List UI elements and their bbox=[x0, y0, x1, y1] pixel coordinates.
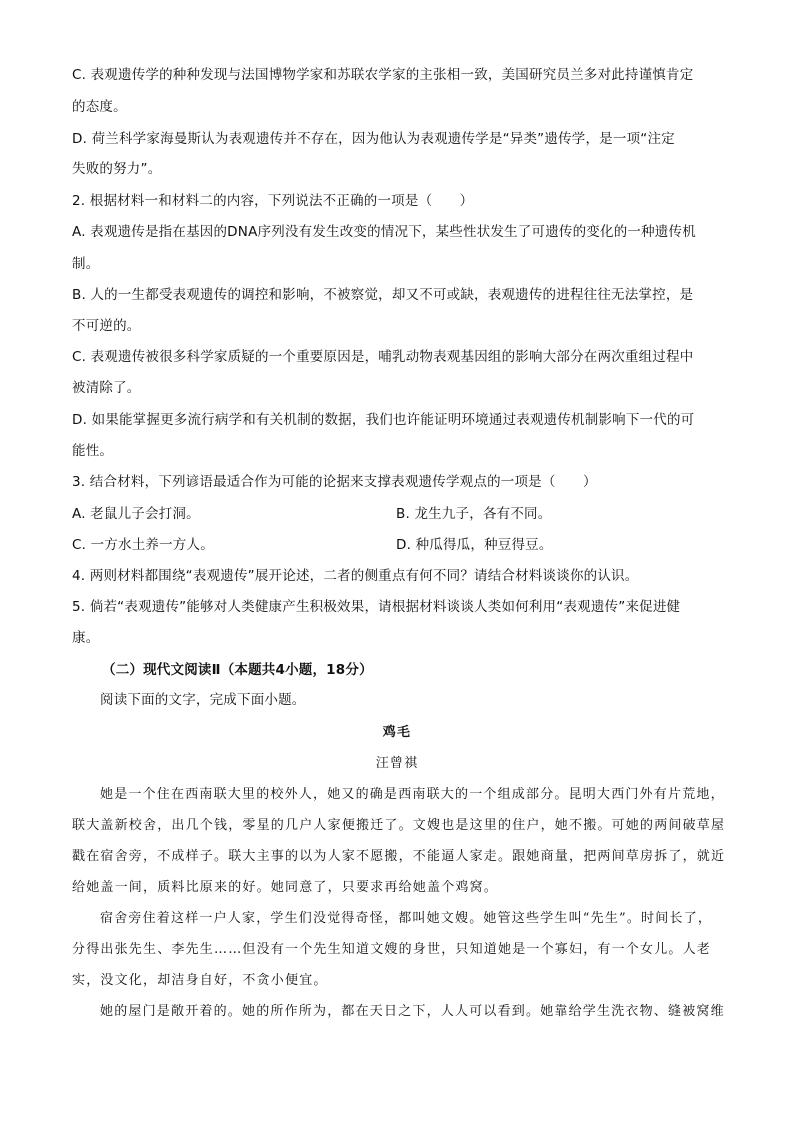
q3-option-c: C. 一方水土养一方人。 bbox=[72, 537, 214, 553]
story-p2-line1: 宿舍旁住着这样一户人家，学生们没觉得奇怪，都叫她文嫂。她管这些学生叫“先生”。时间长了， bbox=[100, 911, 713, 926]
section-heading: （二）现代文阅读Ⅱ（本题共4小题，18分） bbox=[102, 662, 373, 678]
q3-options-row2 bbox=[72, 534, 722, 556]
story-author: 汪曾祺 bbox=[375, 756, 419, 771]
q2-stem: 2. 根据材料一和材料二的内容，下列说法不正确的一项是（ ） bbox=[72, 193, 474, 209]
story-p2-line3: 实，没文化，却洁身自好，不贪小便宜。 bbox=[72, 973, 328, 988]
section-instruction: 阅读下面的文字，完成下面小题。 bbox=[100, 692, 306, 708]
q2-option-a-line2: 制。 bbox=[72, 256, 100, 272]
q3-options-row1 bbox=[72, 503, 722, 525]
q5-stem-line1: 5. 倘若“表观遗传”能够对人类健康产生积极效果，请根据材料谈谈人类如何利用“表观遗传”来促进健 bbox=[72, 599, 681, 615]
story-title: 鸡毛 bbox=[382, 725, 412, 740]
q2-option-d-line1: D. 如果能掌握更多流行病学和有关机制的数据，我们也许能证明环境通过表观遗传机制影响下一代的可 bbox=[72, 412, 695, 428]
story-p1-line3: 戳在宿舍旁，不成样子。联大主事的以为人家不愿搬，不能逼人家走。跟她商量，把两间草房拆了，就近 bbox=[72, 849, 726, 864]
q1-option-c-line2: 的态度。 bbox=[72, 99, 127, 115]
story-p1-line1: 她是一个住在西南联大里的校外人，她又的确是西南联大的一个组成部分。昆明大西门外有片荒地， bbox=[100, 787, 725, 802]
q1-option-d-line2: 失败的努力”。 bbox=[72, 161, 162, 177]
q4-stem: 4. 两则材料都围绕“表观遗传”展开论述，二者的侧重点有何不同？请结合材料谈谈你的认识。 bbox=[72, 568, 639, 584]
q2-option-d-line2: 能性。 bbox=[72, 443, 114, 459]
story-p2-line2: 分得出张先生、李先生……但没有一个先生知道文嫂的身世，只知道她是一个寡妇，有一个女儿。人老 bbox=[72, 942, 712, 957]
q1-option-c-line1: C. 表观遗传学的种种发现与法国博物学家和苏联农学家的主张相一致，美国研究员兰多对此持谨慎肯定 bbox=[72, 67, 694, 83]
q2-option-c-line1: C. 表观遗传被很多科学家质疑的一个重要原因是，哺乳动物表观基因组的影响大部分在两次重组过程中 bbox=[72, 349, 694, 365]
story-p1-line2: 联大盖新校舍，出几个钱，零星的几户人家便搬迁了。文嫂也是这里的住户，她不搬。可她的两间破草屋 bbox=[72, 818, 726, 833]
q2-option-b-line2: 不可逆的。 bbox=[72, 318, 141, 334]
q3-option-a: A. 老鼠儿子会打洞。 bbox=[72, 506, 200, 522]
q3-option-b: B. 龙生九子，各有不同。 bbox=[396, 506, 552, 522]
q3-stem: 3. 结合材料，下列谚语最适合作为可能的论据来支撑表观遗传学观点的一项是（ ） bbox=[72, 474, 597, 490]
q2-option-c-line2: 被清除了。 bbox=[72, 380, 141, 396]
story-p1-line4: 给她盖一间，质料比原来的好。她同意了，只要求再给她盖个鸡窝。 bbox=[72, 880, 499, 895]
q3-option-d: D. 种瓜得瓜，种豆得豆。 bbox=[396, 537, 553, 553]
q2-option-a-line1: A. 表观遗传是指在基因的DNA序列没有发生改变的情况下，某些性状发生了可遗传的变化的一种遗传机 bbox=[72, 224, 696, 240]
q1-option-d-line1: D. 荷兰科学家海曼斯认为表观遗传并不存在，因为他认为表观遗传学是“异类”遗传学，是一项“注定 bbox=[72, 131, 675, 147]
story-p3-line1: 她的屋门是敞开着的。她的所作所为，都在天日之下，人人可以看到。她靠给学生洗衣物、缝被窝维 bbox=[100, 1004, 725, 1019]
q5-stem-line2: 康。 bbox=[72, 630, 100, 646]
q2-option-b-line1: B. 人的一生都受表观遗传的调控和影响，不被察觉，却又不可或缺，表观遗传的进程往往无法掌控，是 bbox=[72, 287, 694, 303]
